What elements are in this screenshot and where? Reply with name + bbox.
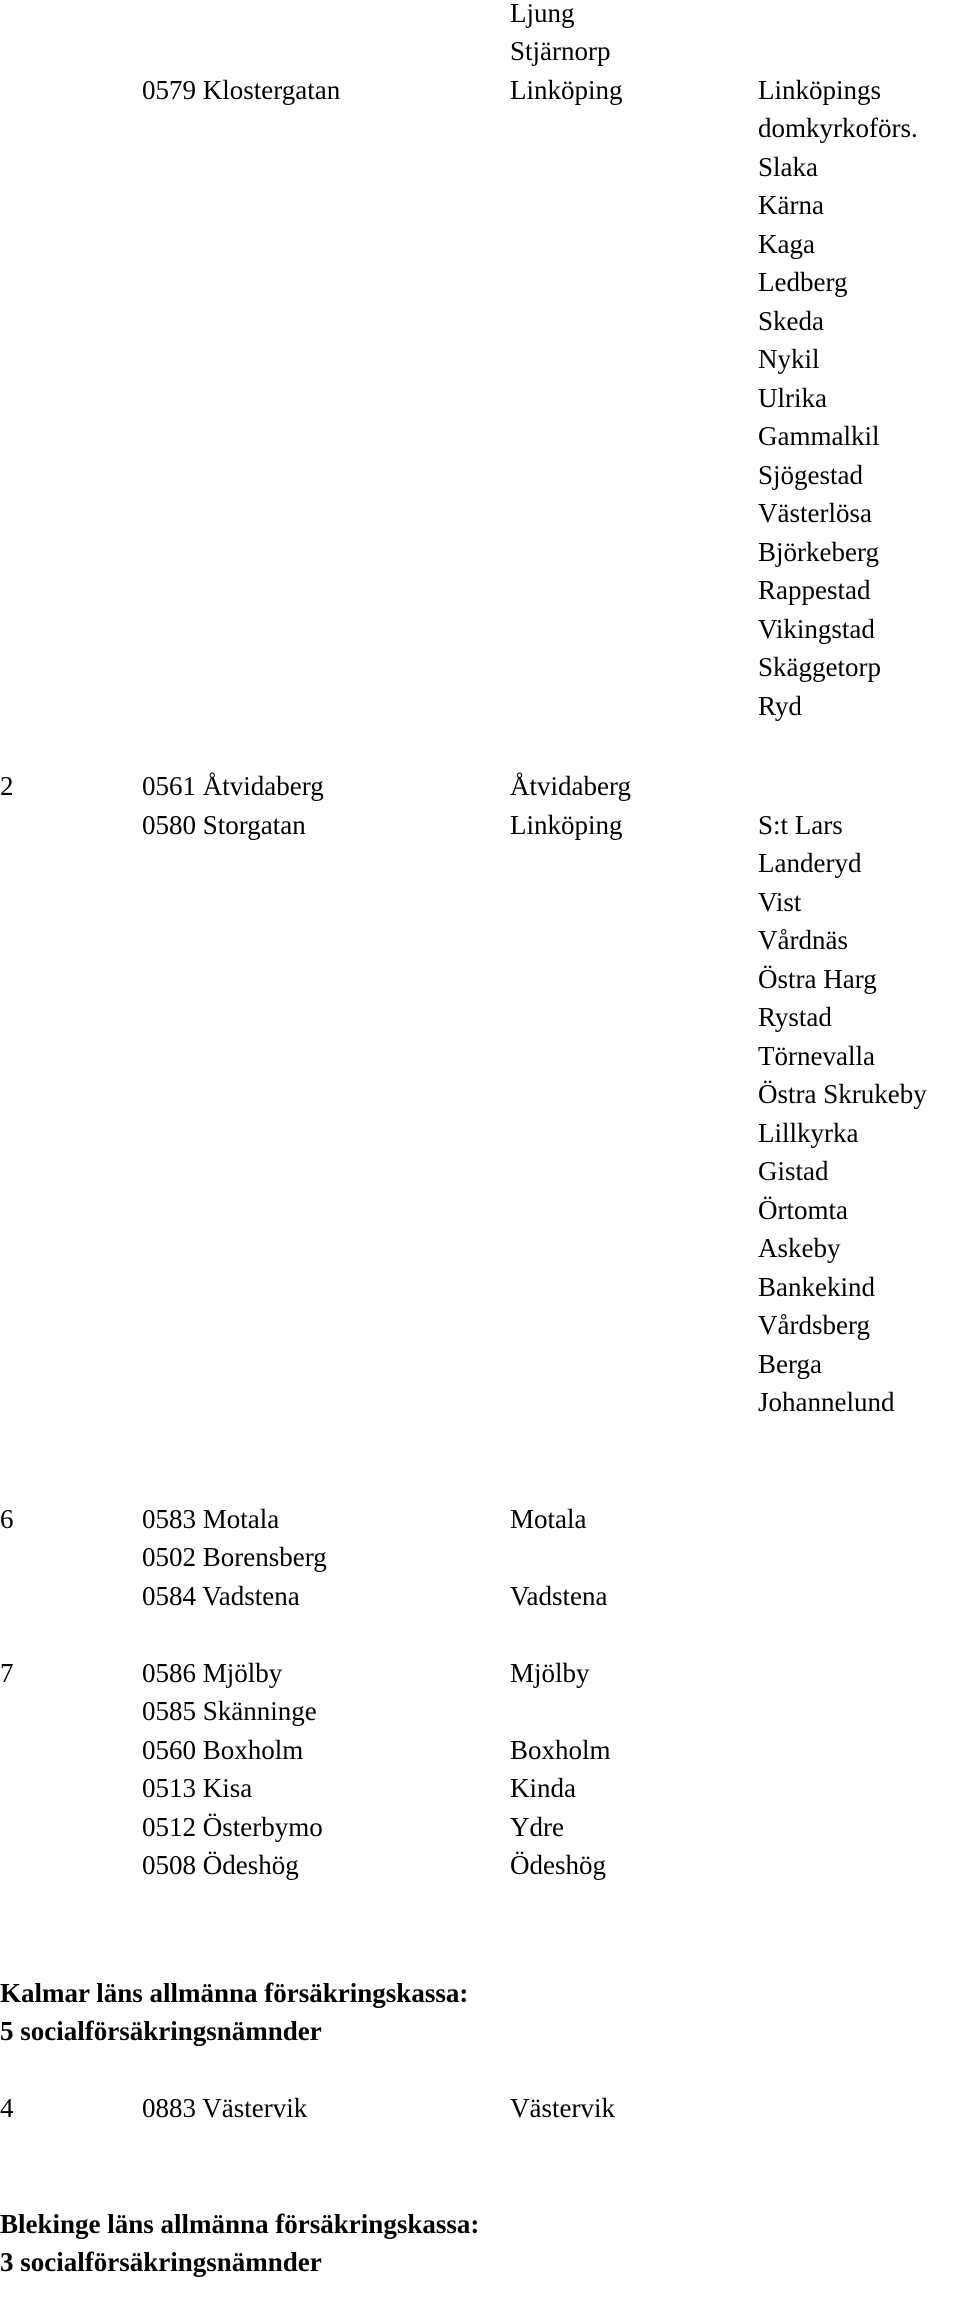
office-code: 0580 Storgatan [142,810,306,840]
office-code: 0583 Motala [142,1504,280,1534]
office-code: 0586 Mjölby [142,1658,283,1688]
parish: Västerlösa [758,498,872,528]
office-row-0512 [0,1808,960,1847]
parish-line [0,494,960,533]
parish-line [0,379,960,418]
municipality: Västervik [510,2093,615,2123]
municipality: Mjölby [510,1658,590,1688]
parish: Johannelund [758,1387,895,1417]
parish: Sjögestad [758,460,863,490]
parish: Lillkyrka [758,1118,859,1148]
parish: Berga [758,1349,822,1379]
office-row-0585 [0,1692,960,1731]
parish-line [0,998,960,1037]
office-row-0584 [0,1577,960,1616]
parish-line [0,883,960,922]
office-row-0580 [0,806,960,845]
parish: Björkeberg [758,537,879,567]
parish: Östra Harg [758,964,877,994]
parish-line [0,844,960,883]
parish: Rystad [758,1002,832,1032]
parish-line [0,533,960,572]
group-number: 7 [0,1658,14,1688]
parish-line [0,302,960,341]
parish: Kaga [758,229,815,259]
municipality: Kinda [510,1773,576,1803]
office-code: 0579 Klostergatan [142,75,341,105]
parish-line [0,0,960,33]
office-code: 0508 Ödeshög [142,1850,299,1880]
office-row-0883 [0,2089,960,2128]
office-code: 0584 Vadstena [142,1581,300,1611]
parish-line [0,1306,960,1345]
parish: Östra Skrukeby [758,1079,927,1109]
parish: Ljung [510,0,575,28]
office-code: 0560 Boxholm [142,1735,304,1765]
office-code: 0513 Kisa [142,1773,253,1803]
parish-line [0,1191,960,1230]
group-number: 4 [0,2093,14,2123]
municipality: Vadstena [510,1581,608,1611]
office-row-0508 [0,1846,960,1885]
parish-line [0,109,960,148]
parish-line [0,1383,960,1422]
office-row-0560 [0,1731,960,1770]
parish: Ulrika [758,383,827,413]
parish-line [0,1075,960,1114]
parish-line [0,456,960,495]
section-heading-kalmar: Kalmar läns allmänna försäkringskassa: [0,1978,469,2008]
parish-line [0,340,960,379]
office-row-0513 [0,1769,960,1808]
parish-line [0,610,960,649]
office-row-0579 [0,71,960,110]
office-code: 0883 Västervik [142,2093,308,2123]
parish: Landeryd [758,848,862,878]
parish: Stjärnorp [510,36,611,66]
office-code: 0585 Skänninge [142,1696,317,1726]
parish-line [0,1114,960,1153]
parish: Skeda [758,306,824,336]
parish: Vårdsberg [758,1310,870,1340]
parish: Vist [758,887,802,917]
parish: Vårdnäs [758,925,848,955]
municipality: Linköping [510,75,623,105]
parish-line [0,148,960,187]
office-code: 0502 Borensberg [142,1542,327,1572]
municipality: Linköping [510,810,623,840]
parish-line [0,648,960,687]
group-number: 2 [0,771,14,801]
municipality: Ydre [510,1812,564,1842]
parish: Linköpings [758,75,882,105]
municipality: Boxholm [510,1735,611,1765]
municipality: Ödeshög [510,1850,606,1880]
parish-line [0,1037,960,1076]
parish: Kärna [758,190,824,220]
parish-line [0,960,960,999]
office-row-0583 [0,1500,960,1539]
parish: Rappestad [758,575,871,605]
parish-line [0,1345,960,1384]
parish-line [0,921,960,960]
parish: Törnevalla [758,1041,875,1071]
parish-line [0,1152,960,1191]
parish: Örtomta [758,1195,848,1225]
parish: Askeby [758,1233,841,1263]
parish: Ryd [758,691,802,721]
parish: Skäggetorp [758,652,881,682]
parish: domkyrkoförs. [758,113,918,143]
parish: Vikingstad [758,614,875,644]
parish-line [0,1268,960,1307]
municipality: Åtvidaberg [510,771,631,801]
parish: S:t Lars [758,810,843,840]
office-code: 0512 Österbymo [142,1812,323,1842]
municipality: Motala [510,1504,587,1534]
office-row-0502 [0,1538,960,1577]
parish-line [0,1229,960,1268]
office-row-0586 [0,1654,960,1693]
section-subheading-kalmar: 5 socialförsäkringsnämnder [0,2016,322,2046]
parish: Slaka [758,152,818,182]
office-row-0561 [0,767,960,806]
group-number: 6 [0,1504,14,1534]
parish-line [0,263,960,302]
section-heading-blekinge: Blekinge läns allmänna försäkringskassa: [0,2209,480,2239]
parish-line [0,687,960,726]
parish: Bankekind [758,1272,875,1302]
parish: Gistad [758,1156,829,1186]
parish: Gammalkil [758,421,880,451]
parish-line [0,417,960,456]
parish-line [0,186,960,225]
parish: Ledberg [758,267,848,297]
office-code: 0561 Åtvidaberg [142,771,324,801]
parish-line [0,225,960,264]
section-subheading-blekinge: 3 socialförsäkringsnämnder [0,2247,322,2277]
parish-line [0,571,960,610]
parish-line [0,32,960,71]
parish: Nykil [758,344,820,374]
